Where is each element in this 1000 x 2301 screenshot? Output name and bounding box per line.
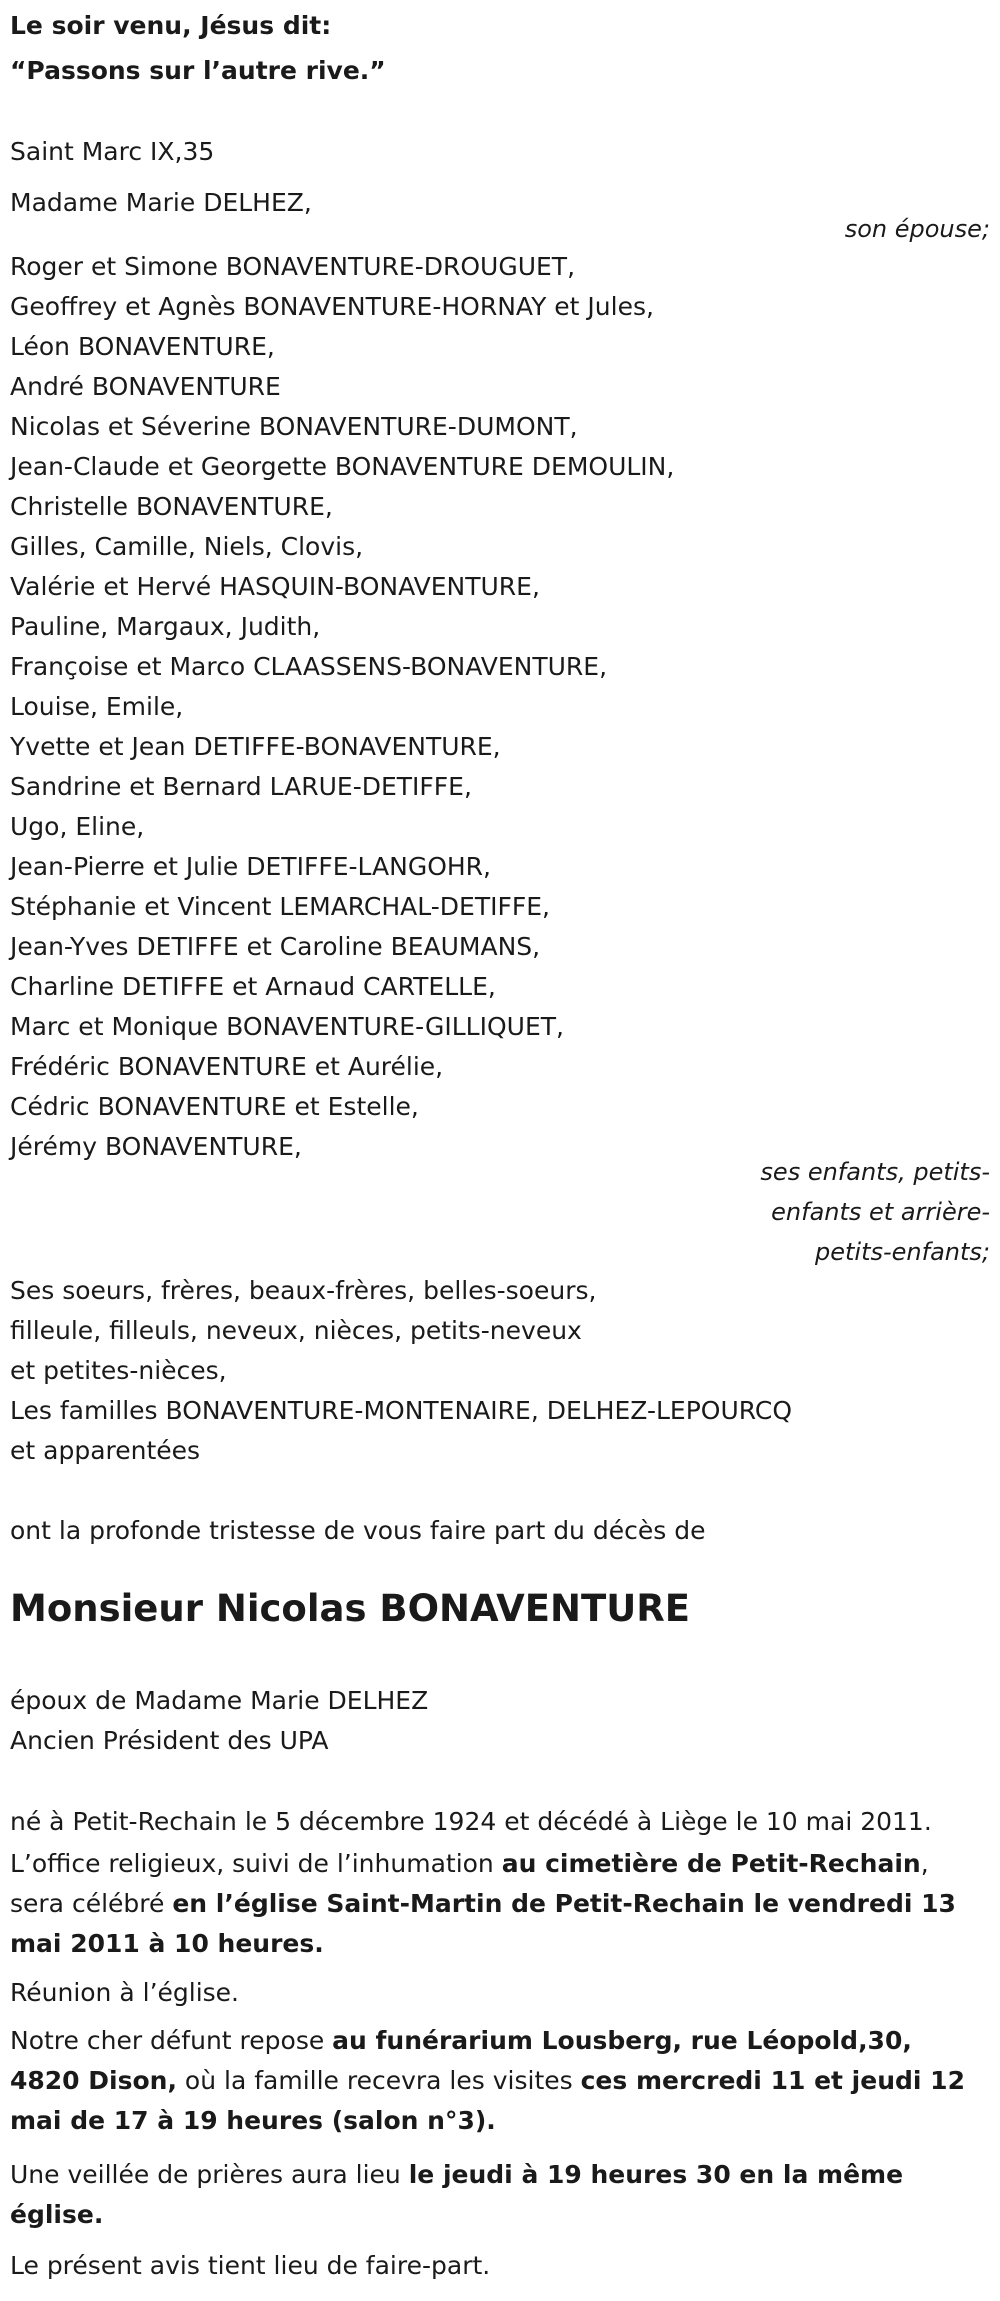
service-cemetery: au cimetière de Petit-Rechain [501, 1849, 921, 1878]
visiting-hours: ces mercredi 11 et jeudi 12 mai de 17 à 19 heures (salon n°3). [10, 2066, 965, 2135]
deceased-name: Monsieur Nicolas BONAVENTURE [10, 1587, 691, 1630]
spouse-name: Madame Marie DELHEZ, [10, 188, 312, 217]
vigil-time-place: le jeudi à 19 heures 30 en la même église. [10, 2160, 904, 2229]
vigil-text: Une veillée de prières aura lieu [10, 2160, 409, 2189]
relatives-line: Les familles BONAVENTURE-MONTENAIRE, DELHEZ-LEPOURCQ [10, 1396, 793, 1425]
family-line: Geoffrey et Agnès BONAVENTURE-HORNAY et Jules, [10, 292, 654, 321]
funeral-home-paragraph [10, 2021, 970, 2141]
announcement-text: ont la profonde tristesse de vous faire part du décès de [10, 1516, 706, 1545]
family-line: Nicolas et Séverine BONAVENTURE-DUMONT, [10, 412, 578, 441]
funeral-home-text: où la famille recevra les visites [176, 2066, 581, 2095]
family-line: Charline DETIFFE et Arnaud CARTELLE, [10, 972, 496, 1001]
family-line: Yvette et Jean DETIFFE-BONAVENTURE, [10, 732, 501, 761]
service-text: , sera célébré [10, 1849, 929, 1918]
spouse-role: son épouse; [844, 215, 990, 243]
vigil-paragraph [10, 2155, 970, 2235]
funeral-home-address: au funérarium Lousberg, rue Léopold,30, 4820 Dison, [10, 2026, 912, 2095]
relatives-line: et petites-nièces, [10, 1356, 227, 1385]
verse-line-2: “Passons sur l’autre rive.” [10, 56, 386, 85]
family-line: Ugo, Eline, [10, 812, 145, 841]
family-role-line: petits-enfants; [815, 1238, 990, 1266]
relatives-line: Ses soeurs, frères, beaux-frères, belles-soeurs, [10, 1276, 597, 1305]
family-line: Jean-Yves DETIFFE et Caroline BEAUMANS, [10, 932, 541, 961]
closing-paragraph: Le présent avis tient lieu de faire-part. [10, 2251, 491, 2280]
birth-death-line: né à Petit-Rechain le 5 décembre 1924 et décédé à Liège le 10 mai 2011. [10, 1807, 932, 1836]
relatives-line: filleule, filleuls, neveux, nièces, petits-neveux [10, 1316, 582, 1345]
family-line: Marc et Monique BONAVENTURE-GILLIQUET, [10, 1012, 564, 1041]
meeting-paragraph: Réunion à l’église. [10, 1978, 240, 2007]
relatives-line: et apparentées [10, 1436, 201, 1465]
family-line: Jean-Claude et Georgette BONAVENTURE DEMOULIN, [10, 452, 675, 481]
family-line: Pauline, Margaux, Judith, [10, 612, 321, 641]
family-line: Jean-Pierre et Julie DETIFFE-LANGOHR, [10, 852, 491, 881]
family-role-line: ses enfants, petits- [760, 1158, 990, 1186]
funeral-home-text: Notre cher défunt repose [10, 2026, 333, 2055]
family-line: Valérie et Hervé HASQUIN-BONAVENTURE, [10, 572, 540, 601]
deceased-title-line: Ancien Président des UPA [10, 1726, 329, 1755]
deceased-spouse-line: époux de Madame Marie DELHEZ [10, 1686, 429, 1715]
service-paragraph [10, 1844, 970, 1964]
family-line: Stéphanie et Vincent LEMARCHAL-DETIFFE, [10, 892, 550, 921]
service-church-date: en l’église Saint-Martin de Petit-Rechain le vendredi 13 mai 2011 à 10 heures. [10, 1889, 956, 1958]
family-line: Jérémy BONAVENTURE, [10, 1132, 302, 1161]
family-line: André BONAVENTURE [10, 372, 281, 401]
family-line: Cédric BONAVENTURE et Estelle, [10, 1092, 419, 1121]
family-line: Louise, Emile, [10, 692, 184, 721]
family-line: Sandrine et Bernard LARUE-DETIFFE, [10, 772, 472, 801]
verse-line-1: Le soir venu, Jésus dit: [10, 11, 332, 40]
family-line: Léon BONAVENTURE, [10, 332, 275, 361]
family-line: Christelle BONAVENTURE, [10, 492, 333, 521]
family-line: Gilles, Camille, Niels, Clovis, [10, 532, 364, 561]
family-line: Roger et Simone BONAVENTURE-DROUGUET, [10, 252, 576, 281]
family-role-line: enfants et arrière- [771, 1198, 990, 1226]
verse-reference: Saint Marc IX,35 [10, 137, 215, 166]
family-line: Frédéric BONAVENTURE et Aurélie, [10, 1052, 444, 1081]
family-line: Françoise et Marco CLAASSENS-BONAVENTURE, [10, 652, 608, 681]
service-text: L’office religieux, suivi de l’inhumation [10, 1849, 502, 1878]
